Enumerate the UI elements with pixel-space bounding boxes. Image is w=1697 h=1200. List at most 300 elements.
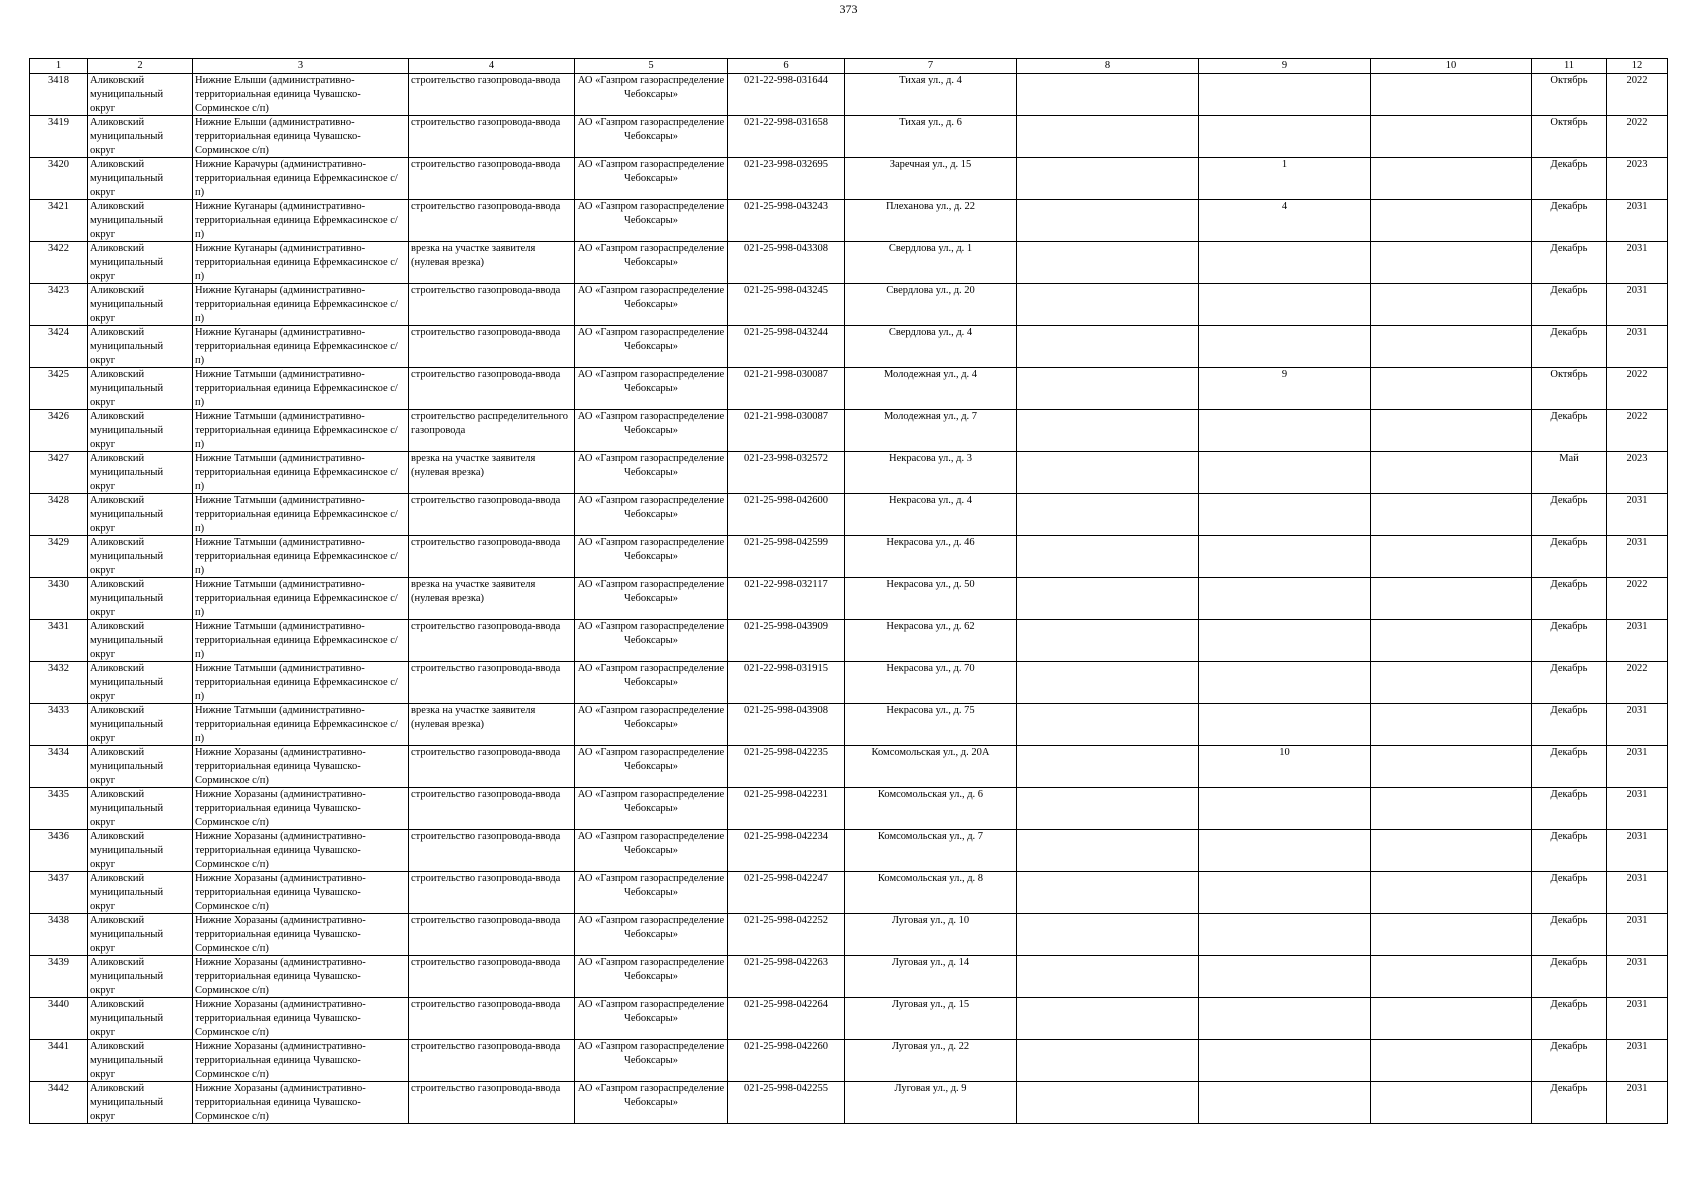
table-row	[30, 662, 1668, 704]
request-code-cell	[728, 242, 845, 284]
row-number	[30, 158, 88, 200]
month-cell	[1532, 746, 1607, 788]
work-type-cell	[409, 284, 575, 326]
row-number	[30, 410, 88, 452]
address-cell-text: Некрасова ул., д. 46	[886, 537, 975, 548]
col9-cell	[1199, 662, 1371, 704]
work-type-cell	[409, 368, 575, 410]
table-row	[30, 74, 1668, 116]
locality-cell-text: Нижние Елыши (административно-территориальная единица Чувашско-Сорминское с/п)	[195, 117, 361, 156]
month-cell-text: Октябрь	[1550, 75, 1588, 86]
col9-cell	[1199, 1082, 1371, 1124]
address-cell-text: Луговая ул., д. 22	[891, 1041, 970, 1052]
month-cell	[1532, 914, 1607, 956]
month-cell	[1532, 788, 1607, 830]
year-cell-text: 2023	[1626, 159, 1648, 170]
month-cell	[1532, 578, 1607, 620]
month-cell	[1532, 74, 1607, 116]
district-cell-text: Аликовский муниципальный округ	[90, 621, 164, 660]
address-cell	[845, 368, 1017, 410]
work-type-cell-text: врезка на участке заявителя (нулевая врезка)	[411, 243, 536, 268]
work-type-cell-text: строительство газопровода-ввода	[411, 1041, 561, 1052]
work-type-cell	[409, 326, 575, 368]
year-cell-text: 2031	[1626, 327, 1648, 338]
address-cell-text: Некрасова ул., д. 62	[886, 621, 975, 632]
locality-cell-text: Нижние Куганары (административно-территориальная единица Ефремкасинское с/п)	[195, 285, 398, 324]
row-number-text: 3426	[48, 411, 69, 422]
col10-cell	[1371, 200, 1532, 242]
request-code-cell	[728, 410, 845, 452]
organization-cell	[575, 998, 728, 1040]
column-header-9: 9	[1199, 59, 1371, 74]
locality-cell-text: Нижние Хоразаны (административно-территориальная единица Чувашско-Сорминское с/п)	[195, 999, 366, 1038]
address-cell	[845, 830, 1017, 872]
year-cell	[1607, 578, 1668, 620]
table-row	[30, 410, 1668, 452]
col9-cell	[1199, 116, 1371, 158]
month-cell-text: Октябрь	[1550, 369, 1588, 380]
locality-cell	[193, 872, 409, 914]
col10-cell	[1371, 662, 1532, 704]
district-cell-text: Аликовский муниципальный округ	[90, 999, 164, 1038]
work-type-cell-text: строительство газопровода-ввода	[411, 159, 561, 170]
locality-cell-text: Нижние Куганары (административно-территориальная единица Ефремкасинское с/п)	[195, 201, 398, 240]
year-cell-text: 2031	[1626, 915, 1648, 926]
col9-cell	[1199, 326, 1371, 368]
locality-cell	[193, 746, 409, 788]
year-cell-text: 2022	[1626, 663, 1648, 674]
table-row	[30, 746, 1668, 788]
locality-cell-text: Нижние Хоразаны (административно-территориальная единица Чувашско-Сорминское с/п)	[195, 1041, 366, 1080]
month-cell	[1532, 242, 1607, 284]
year-cell-text: 2031	[1626, 243, 1648, 254]
row-number-text: 3423	[48, 285, 69, 296]
organization-cell-text: АО «Газпром газораспределение Чебоксары»	[577, 117, 725, 142]
col8-cell	[1017, 536, 1199, 578]
address-cell-text: Молодежная ул., д. 4	[883, 369, 978, 380]
row-number	[30, 536, 88, 578]
col8-cell	[1017, 956, 1199, 998]
organization-cell	[575, 410, 728, 452]
col9-cell	[1199, 284, 1371, 326]
locality-cell-text: Нижние Татмыши (административно-территориальная единица Ефремкасинское с/п)	[195, 369, 398, 408]
col8-cell	[1017, 578, 1199, 620]
address-cell	[845, 116, 1017, 158]
year-cell	[1607, 200, 1668, 242]
year-cell	[1607, 830, 1668, 872]
organization-cell	[575, 1040, 728, 1082]
year-cell-text: 2022	[1626, 117, 1648, 128]
row-number-text: 3422	[48, 243, 69, 254]
row-number	[30, 872, 88, 914]
row-number	[30, 368, 88, 410]
work-type-cell	[409, 242, 575, 284]
address-cell-text: Луговая ул., д. 15	[891, 999, 970, 1010]
year-cell-text: 2031	[1626, 999, 1648, 1010]
month-cell	[1532, 368, 1607, 410]
organization-cell-text: АО «Газпром газораспределение Чебоксары»	[577, 537, 725, 562]
address-cell	[845, 1082, 1017, 1124]
address-cell	[845, 788, 1017, 830]
month-cell-text: Декабрь	[1550, 747, 1588, 758]
address-cell	[845, 998, 1017, 1040]
month-cell-text: Декабрь	[1550, 285, 1588, 296]
locality-cell-text: Нижние Татмыши (административно-территориальная единица Ефремкасинское с/п)	[195, 705, 398, 744]
row-number-text: 3420	[48, 159, 69, 170]
request-code-cell	[728, 452, 845, 494]
col8-cell	[1017, 158, 1199, 200]
col8-cell	[1017, 74, 1199, 116]
column-header-8: 8	[1017, 59, 1199, 74]
request-code-cell	[728, 326, 845, 368]
district-cell-text: Аликовский муниципальный округ	[90, 75, 164, 114]
address-cell-text: Свердлова ул., д. 20	[886, 285, 975, 296]
request-code-cell-text: 021-25-998-042600	[744, 495, 828, 506]
locality-cell-text: Нижние Хоразаны (административно-территориальная единица Чувашско-Сорминское с/п)	[195, 957, 366, 996]
district-cell	[88, 368, 193, 410]
work-type-cell-text: строительство распределительного газопровода	[411, 411, 569, 436]
request-code-cell	[728, 788, 845, 830]
col9-cell	[1199, 536, 1371, 578]
col9-cell	[1199, 1040, 1371, 1082]
locality-cell	[193, 662, 409, 704]
work-type-cell-text: врезка на участке заявителя (нулевая врезка)	[411, 453, 536, 478]
organization-cell-text: АО «Газпром газораспределение Чебоксары»	[577, 831, 725, 856]
district-cell	[88, 998, 193, 1040]
month-cell	[1532, 494, 1607, 536]
table-row	[30, 1082, 1668, 1124]
col9-cell	[1199, 452, 1371, 494]
address-cell-text: Комсомольская ул., д. 8	[877, 873, 984, 884]
organization-cell	[575, 704, 728, 746]
col9-cell	[1199, 956, 1371, 998]
table-row	[30, 578, 1668, 620]
month-cell	[1532, 116, 1607, 158]
work-type-cell-text: строительство газопровода-ввода	[411, 75, 561, 86]
col9-cell-text: 10	[1279, 747, 1290, 758]
address-cell	[845, 914, 1017, 956]
table-row	[30, 326, 1668, 368]
col10-cell	[1371, 284, 1532, 326]
month-cell	[1532, 830, 1607, 872]
year-cell-text: 2022	[1626, 579, 1648, 590]
district-cell-text: Аликовский муниципальный округ	[90, 285, 164, 324]
request-code-cell-text: 021-25-998-043245	[744, 285, 828, 296]
address-cell	[845, 956, 1017, 998]
year-cell	[1607, 494, 1668, 536]
col8-cell	[1017, 746, 1199, 788]
table-row	[30, 284, 1668, 326]
organization-cell-text: АО «Газпром газораспределение Чебоксары»	[577, 159, 725, 184]
col8-cell	[1017, 998, 1199, 1040]
column-header-11: 11	[1532, 59, 1607, 74]
locality-cell	[193, 284, 409, 326]
request-code-cell-text: 021-25-998-043243	[744, 201, 828, 212]
organization-cell	[575, 662, 728, 704]
year-cell-text: 2031	[1626, 285, 1648, 296]
address-cell	[845, 494, 1017, 536]
month-cell	[1532, 158, 1607, 200]
row-number-text: 3442	[48, 1083, 69, 1094]
request-code-cell-text: 021-25-998-042263	[744, 957, 828, 968]
locality-cell	[193, 1040, 409, 1082]
row-number-text: 3440	[48, 999, 69, 1010]
month-cell-text: Декабрь	[1550, 831, 1588, 842]
row-number-text: 3425	[48, 369, 69, 380]
organization-cell-text: АО «Газпром газораспределение Чебоксары»	[577, 999, 725, 1024]
locality-cell-text: Нижние Карачуры (административно-территориальная единица Ефремкасинское с/п)	[195, 159, 398, 198]
organization-cell	[575, 116, 728, 158]
district-cell	[88, 326, 193, 368]
request-code-cell-text: 021-25-998-042264	[744, 999, 828, 1010]
locality-cell-text: Нижние Хоразаны (административно-территориальная единица Чувашско-Сорминское с/п)	[195, 789, 366, 828]
address-cell-text: Некрасова ул., д. 50	[886, 579, 975, 590]
table-row	[30, 830, 1668, 872]
month-cell-text: Декабрь	[1550, 789, 1588, 800]
month-cell	[1532, 200, 1607, 242]
row-number-text: 3432	[48, 663, 69, 674]
request-code-cell-text: 021-25-998-042247	[744, 873, 828, 884]
district-cell-text: Аликовский муниципальный округ	[90, 957, 164, 996]
organization-cell	[575, 368, 728, 410]
district-cell-text: Аликовский муниципальный округ	[90, 495, 164, 534]
address-cell	[845, 662, 1017, 704]
col9-cell	[1199, 620, 1371, 662]
year-cell	[1607, 1082, 1668, 1124]
request-code-cell	[728, 620, 845, 662]
month-cell-text: Декабрь	[1550, 915, 1588, 926]
locality-cell-text: Нижние Татмыши (административно-территориальная единица Ефремкасинское с/п)	[195, 453, 398, 492]
district-cell-text: Аликовский муниципальный округ	[90, 663, 164, 702]
row-number	[30, 494, 88, 536]
col10-cell	[1371, 830, 1532, 872]
locality-cell	[193, 830, 409, 872]
year-cell	[1607, 452, 1668, 494]
month-cell	[1532, 326, 1607, 368]
month-cell	[1532, 620, 1607, 662]
locality-cell	[193, 1082, 409, 1124]
work-type-cell-text: строительство газопровода-ввода	[411, 999, 561, 1010]
year-cell-text: 2031	[1626, 201, 1648, 212]
district-cell	[88, 704, 193, 746]
district-cell-text: Аликовский муниципальный округ	[90, 327, 164, 366]
row-number-text: 3436	[48, 831, 69, 842]
column-header-2: 2	[88, 59, 193, 74]
district-cell	[88, 662, 193, 704]
organization-cell	[575, 830, 728, 872]
organization-cell	[575, 200, 728, 242]
col9-cell	[1199, 830, 1371, 872]
address-cell	[845, 410, 1017, 452]
organization-cell	[575, 452, 728, 494]
col9-cell	[1199, 788, 1371, 830]
work-type-cell	[409, 410, 575, 452]
locality-cell	[193, 326, 409, 368]
work-type-cell	[409, 536, 575, 578]
table-row	[30, 998, 1668, 1040]
month-cell	[1532, 284, 1607, 326]
organization-cell	[575, 494, 728, 536]
year-cell-text: 2031	[1626, 957, 1648, 968]
district-cell	[88, 74, 193, 116]
request-code-cell-text: 021-22-998-031915	[744, 663, 828, 674]
organization-cell	[575, 536, 728, 578]
work-type-cell	[409, 620, 575, 662]
work-type-cell-text: строительство газопровода-ввода	[411, 915, 561, 926]
organization-cell	[575, 284, 728, 326]
district-cell-text: Аликовский муниципальный округ	[90, 369, 164, 408]
column-header-6: 6	[728, 59, 845, 74]
col8-cell	[1017, 788, 1199, 830]
year-cell-text: 2022	[1626, 411, 1648, 422]
work-type-cell	[409, 116, 575, 158]
district-cell	[88, 1082, 193, 1124]
district-cell-text: Аликовский муниципальный округ	[90, 747, 164, 786]
year-cell	[1607, 242, 1668, 284]
table-row	[30, 494, 1668, 536]
column-header-12: 12	[1607, 59, 1668, 74]
district-cell	[88, 200, 193, 242]
col8-cell	[1017, 914, 1199, 956]
column-header-3: 3	[193, 59, 409, 74]
district-cell	[88, 620, 193, 662]
address-cell-text: Некрасова ул., д. 4	[888, 495, 972, 506]
request-code-cell-text: 021-25-998-042235	[744, 747, 828, 758]
organization-cell	[575, 746, 728, 788]
address-cell-text: Свердлова ул., д. 4	[888, 327, 973, 338]
year-cell	[1607, 368, 1668, 410]
request-code-cell	[728, 872, 845, 914]
work-type-cell	[409, 746, 575, 788]
district-cell-text: Аликовский муниципальный округ	[90, 453, 164, 492]
district-cell-text: Аликовский муниципальный округ	[90, 1083, 164, 1122]
district-cell	[88, 452, 193, 494]
district-cell	[88, 410, 193, 452]
work-type-cell	[409, 662, 575, 704]
district-cell	[88, 914, 193, 956]
locality-cell-text: Нижние Куганары (административно-территориальная единица Ефремкасинское с/п)	[195, 327, 398, 366]
organization-cell-text: АО «Газпром газораспределение Чебоксары»	[577, 411, 725, 436]
month-cell-text: Декабрь	[1550, 873, 1588, 884]
work-type-cell	[409, 494, 575, 536]
district-cell-text: Аликовский муниципальный округ	[90, 579, 164, 618]
year-cell-text: 2031	[1626, 495, 1648, 506]
gasification-table	[29, 58, 1668, 1124]
address-cell-text: Некрасова ул., д. 75	[886, 705, 975, 716]
col8-cell	[1017, 872, 1199, 914]
address-cell	[845, 1040, 1017, 1082]
table-row	[30, 872, 1668, 914]
district-cell-text: Аликовский муниципальный округ	[90, 411, 164, 450]
row-number	[30, 914, 88, 956]
row-number	[30, 788, 88, 830]
col8-cell	[1017, 200, 1199, 242]
locality-cell	[193, 368, 409, 410]
district-cell-text: Аликовский муниципальный округ	[90, 831, 164, 870]
work-type-cell-text: строительство газопровода-ввода	[411, 537, 561, 548]
locality-cell	[193, 158, 409, 200]
col9-cell-text: 9	[1281, 369, 1288, 380]
col9-cell	[1199, 158, 1371, 200]
work-type-cell-text: строительство газопровода-ввода	[411, 789, 561, 800]
locality-cell-text: Нижние Татмыши (административно-территориальная единица Ефремкасинское с/п)	[195, 495, 398, 534]
row-number-text: 3434	[48, 747, 69, 758]
work-type-cell	[409, 914, 575, 956]
request-code-cell-text: 021-25-998-042252	[744, 915, 828, 926]
organization-cell	[575, 788, 728, 830]
row-number-text: 3437	[48, 873, 69, 884]
col8-cell	[1017, 326, 1199, 368]
locality-cell-text: Нижние Хоразаны (административно-территориальная единица Чувашско-Сорминское с/п)	[195, 873, 366, 912]
work-type-cell-text: врезка на участке заявителя (нулевая врезка)	[411, 579, 536, 604]
work-type-cell-text: строительство газопровода-ввода	[411, 327, 561, 338]
month-cell-text: Декабрь	[1550, 201, 1588, 212]
organization-cell-text: АО «Газпром газораспределение Чебоксары»	[577, 369, 725, 394]
table-header-row	[30, 59, 1668, 74]
locality-cell	[193, 410, 409, 452]
month-cell	[1532, 872, 1607, 914]
month-cell	[1532, 410, 1607, 452]
request-code-cell-text: 021-25-998-042260	[744, 1041, 828, 1052]
address-cell	[845, 158, 1017, 200]
work-type-cell	[409, 1082, 575, 1124]
col8-cell	[1017, 452, 1199, 494]
address-cell	[845, 452, 1017, 494]
request-code-cell	[728, 1040, 845, 1082]
col10-cell	[1371, 914, 1532, 956]
col10-cell	[1371, 74, 1532, 116]
request-code-cell	[728, 956, 845, 998]
work-type-cell-text: строительство газопровода-ввода	[411, 369, 561, 380]
request-code-cell	[728, 74, 845, 116]
organization-cell-text: АО «Газпром газораспределение Чебоксары»	[577, 747, 725, 772]
month-cell-text: Декабрь	[1550, 957, 1588, 968]
district-cell	[88, 830, 193, 872]
column-header-7: 7	[845, 59, 1017, 74]
year-cell	[1607, 788, 1668, 830]
row-number	[30, 1082, 88, 1124]
row-number-text: 3430	[48, 579, 69, 590]
locality-cell-text: Нижние Куганары (административно-территориальная единица Ефремкасинское с/п)	[195, 243, 398, 282]
locality-cell-text: Нижние Хоразаны (административно-территориальная единица Чувашско-Сорминское с/п)	[195, 1083, 366, 1122]
request-code-cell-text: 021-25-998-043308	[744, 243, 828, 254]
row-number-text: 3439	[48, 957, 69, 968]
year-cell-text: 2031	[1626, 1083, 1648, 1094]
district-cell-text: Аликовский муниципальный округ	[90, 873, 164, 912]
col9-cell	[1199, 494, 1371, 536]
table-row	[30, 1040, 1668, 1082]
col8-cell	[1017, 368, 1199, 410]
district-cell-text: Аликовский муниципальный округ	[90, 159, 164, 198]
year-cell-text: 2022	[1626, 75, 1648, 86]
row-number-text: 3424	[48, 327, 69, 338]
row-number-text: 3427	[48, 453, 69, 464]
row-number	[30, 662, 88, 704]
year-cell	[1607, 410, 1668, 452]
locality-cell-text: Нижние Татмыши (административно-территориальная единица Ефремкасинское с/п)	[195, 537, 398, 576]
table-row	[30, 914, 1668, 956]
month-cell-text: Декабрь	[1550, 537, 1588, 548]
col8-cell	[1017, 830, 1199, 872]
address-cell-text: Некрасова ул., д. 3	[888, 453, 972, 464]
organization-cell-text: АО «Газпром газораспределение Чебоксары»	[577, 789, 725, 814]
year-cell-text: 2031	[1626, 1041, 1648, 1052]
row-number	[30, 116, 88, 158]
work-type-cell-text: строительство газопровода-ввода	[411, 957, 561, 968]
locality-cell-text: Нижние Хоразаны (административно-территориальная единица Чувашско-Сорминское с/п)	[195, 915, 366, 954]
request-code-cell	[728, 662, 845, 704]
locality-cell	[193, 74, 409, 116]
